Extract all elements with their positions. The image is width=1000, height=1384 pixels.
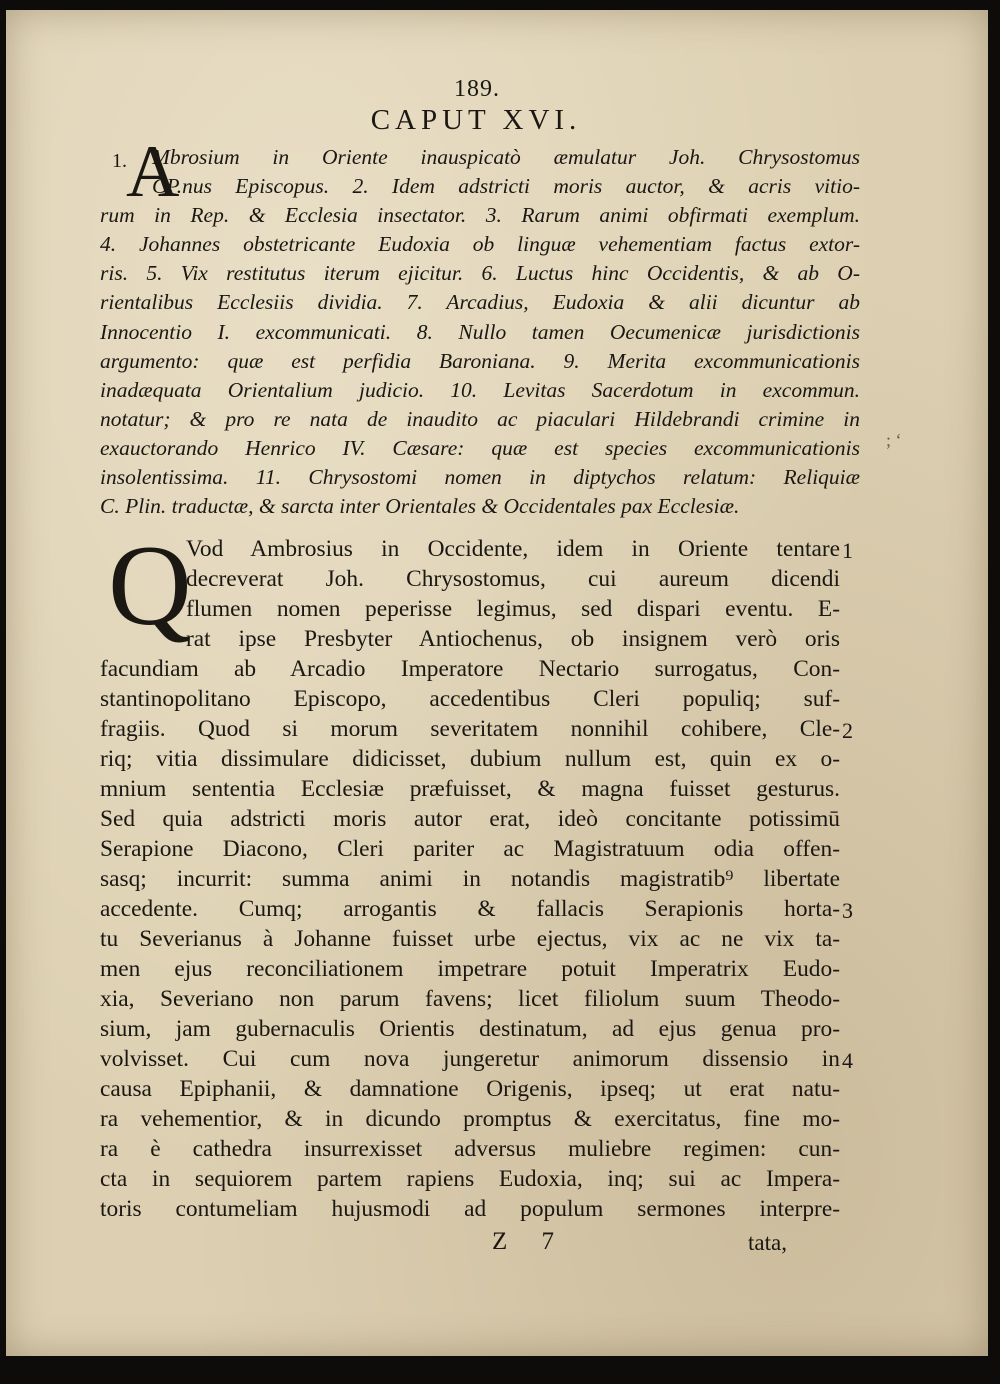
edge-marks: ; ‘	[886, 430, 902, 450]
body-line: xia, Severiano non parum favens; licet filiolum suum Theodo-	[100, 986, 840, 1012]
body-line: Vod Ambrosius in Occidente, idem in Oriente tentare	[186, 536, 840, 562]
body-line: flumen nomen peperisse legimus, sed dispari eventu. E-	[186, 596, 840, 622]
summary-line: argumento: quæ est perfidia Baroniana. 9. Merita excommunicationis	[100, 348, 860, 373]
body-line: tu Severianus à Johanne fuisset urbe ejectus, vix ac ne vix ta-	[100, 926, 840, 952]
body-line: cta in sequiorem partem rapiens Eudoxia, inq; sui ac Impera-	[100, 1166, 840, 1192]
body-line: stantinopolitano Episcopo, accedentibus Cleri populiq; suf-	[100, 686, 840, 712]
body-line: accedente. Cumq; arrogantis & fallacis Serapionis horta-	[100, 896, 840, 922]
body-line: fragiis. Quod si morum severitatem nonnihil cohibere, Cle-	[100, 716, 840, 742]
body-line: sasq; incurrit: summa animi in notandis magistratib⁹ libertate	[100, 866, 840, 892]
body-line: volvisset. Cui cum nova jungeretur animorum dissensio in	[100, 1046, 840, 1072]
margin-section-number: 3	[842, 898, 853, 923]
summary-line: C. Plin. traductæ, & sarcta inter Orientales & Occidentales pax Ecclesiæ.	[100, 494, 740, 519]
body-line: facundiam ab Arcadio Imperatore Nectario surrogatus, Con-	[100, 656, 840, 682]
body-line: toris contumeliam hujusmodi ad populum sermones interpre-	[100, 1196, 840, 1222]
summary-line: exauctorando Henrico IV. Cæsare: quæ est species excommunicationis	[100, 435, 860, 460]
body-line: men ejus reconciliationem impetrare potuit Imperatrix Eudo-	[100, 956, 840, 982]
chapter-summary	[100, 131, 860, 521]
body-line: Serapione Diacono, Cleri pariter ac Magistratuum odia offen-	[100, 836, 840, 862]
body-line: ra vehementior, & in dicundo promptus & exercitatus, fine mo-	[100, 1106, 840, 1132]
summary-line: rientalibus Ecclesiis dividia. 7. Arcadius, Eudoxia & alii dicuntur ab	[100, 290, 860, 315]
summary-line: Innocentio I. excommunicati. 8. Nullo tamen Oecumenicæ jurisdictionis	[100, 319, 860, 344]
chapter-body	[100, 522, 840, 1224]
catchword: tata,	[748, 1230, 787, 1255]
body-line: ra è cathedra insurrexisset adversus muliebre regimen: cun-	[100, 1136, 840, 1162]
body-line: rat ipse Presbyter Antiochenus, ob insignem verò oris	[186, 626, 840, 652]
summary-line: Mbrosium in Oriente inauspicatò æmulatur Joh. Chrysostomus	[152, 145, 860, 169]
book-page	[6, 10, 988, 1356]
summary-line: 4. Johannes obstetricante Eudoxia ob linguæ vehementiam factus extor-	[100, 232, 860, 257]
summary-drop-initial: A	[126, 131, 180, 213]
body-line: decreverat Joh. Chrysostomus, cui aureum dicendi	[186, 566, 840, 592]
summary-line: CP.nus Episcopus. 2. Idem adstricti moris auctor, & acris vitio-	[152, 174, 860, 199]
body-line: riq; vitia dissimulare didicisset, dubium nullum est, quin ex o-	[100, 746, 840, 772]
summary-lead-number: 1.	[112, 150, 127, 172]
signature-mark: Z 7	[492, 1228, 569, 1255]
summary-line: ris. 5. Vix restitutus iterum ejicitur. 6. Luctus hinc Occidentis, & ab O-	[100, 261, 860, 286]
body-line: causa Epiphanii, & damnatione Origenis, ipseq; ut erat natu-	[100, 1076, 840, 1102]
body-line: mnium sententia Ecclesiæ præfuisset, & magna fuisset gesturus.	[100, 776, 840, 802]
body-line: sium, jam gubernaculis Orientis destinatum, ad ejus genua pro-	[100, 1016, 840, 1042]
margin-section-number: 4	[842, 1048, 853, 1073]
margin-section-number: 2	[842, 718, 853, 743]
body-line: Sed quia adstricti moris autor erat, ideò concitante potissimū	[100, 806, 840, 832]
summary-line: inadæquata Orientalium judicio. 10. Levitas Sacerdotum in excommun.	[100, 377, 860, 402]
summary-line: insolentissima. 11. Chrysostomi nomen in diptychos relatum: Reliquiæ	[100, 465, 860, 490]
summary-line: notatur; & pro re nata de inaudito ac piaculari Hildebrandi crimine in	[100, 406, 860, 431]
chapter-heading: CAPUT XVI.	[370, 104, 582, 136]
summary-line: rum in Rep. & Ecclesia insectator. 3. Rarum animi obfirmati exemplum.	[100, 203, 860, 228]
margin-section-number: 1	[842, 538, 853, 563]
body-drop-initial: Q	[108, 522, 192, 650]
page-number: 189.	[454, 76, 500, 102]
